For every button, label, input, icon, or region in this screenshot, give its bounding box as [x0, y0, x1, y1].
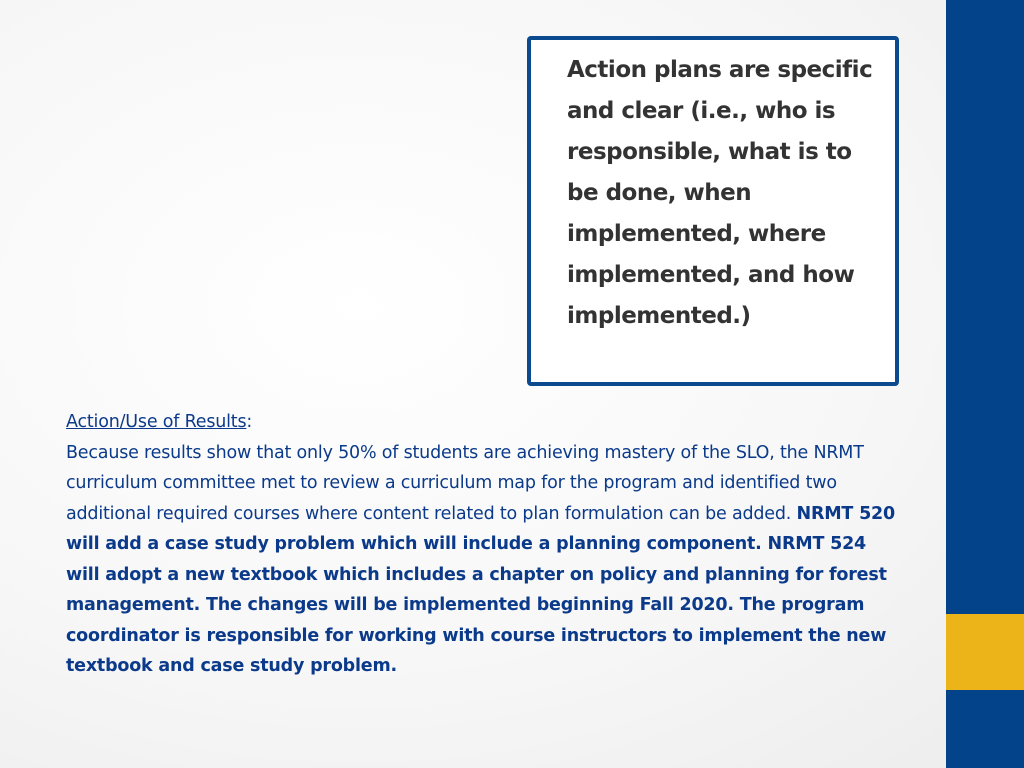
body-plain-text: Because results show that only 50% of students are achieving mastery of the SLO, the NRMT curriculum committee met to review a curriculum map for the program and identified two additional required courses where content related to plan formulation can be added. — [66, 442, 864, 524]
body-bold-text: NRMT 520 will add a case study problem which will include a planning component. NRMT 524 will adopt a new textbook which includes a chapter on policy and planning for forest management. The changes will be implemented beginning Fall 2020. The program coordinator is responsible for working with course instructors to implement the new textbook and case study problem. — [66, 503, 895, 676]
action-use-of-results-section — [66, 407, 896, 682]
section-heading-line — [66, 407, 896, 438]
decorative-accent-block — [946, 614, 1024, 690]
section-heading: Action/Use of Results — [66, 412, 247, 432]
callout-box — [527, 36, 899, 386]
body-paragraph — [66, 438, 896, 682]
callout-text: Action plans are specific and clear (i.e., who is responsible, what is to be done, when implemented, where implemented, and how implemented.) — [567, 57, 873, 329]
section-heading-colon: : — [246, 412, 253, 432]
